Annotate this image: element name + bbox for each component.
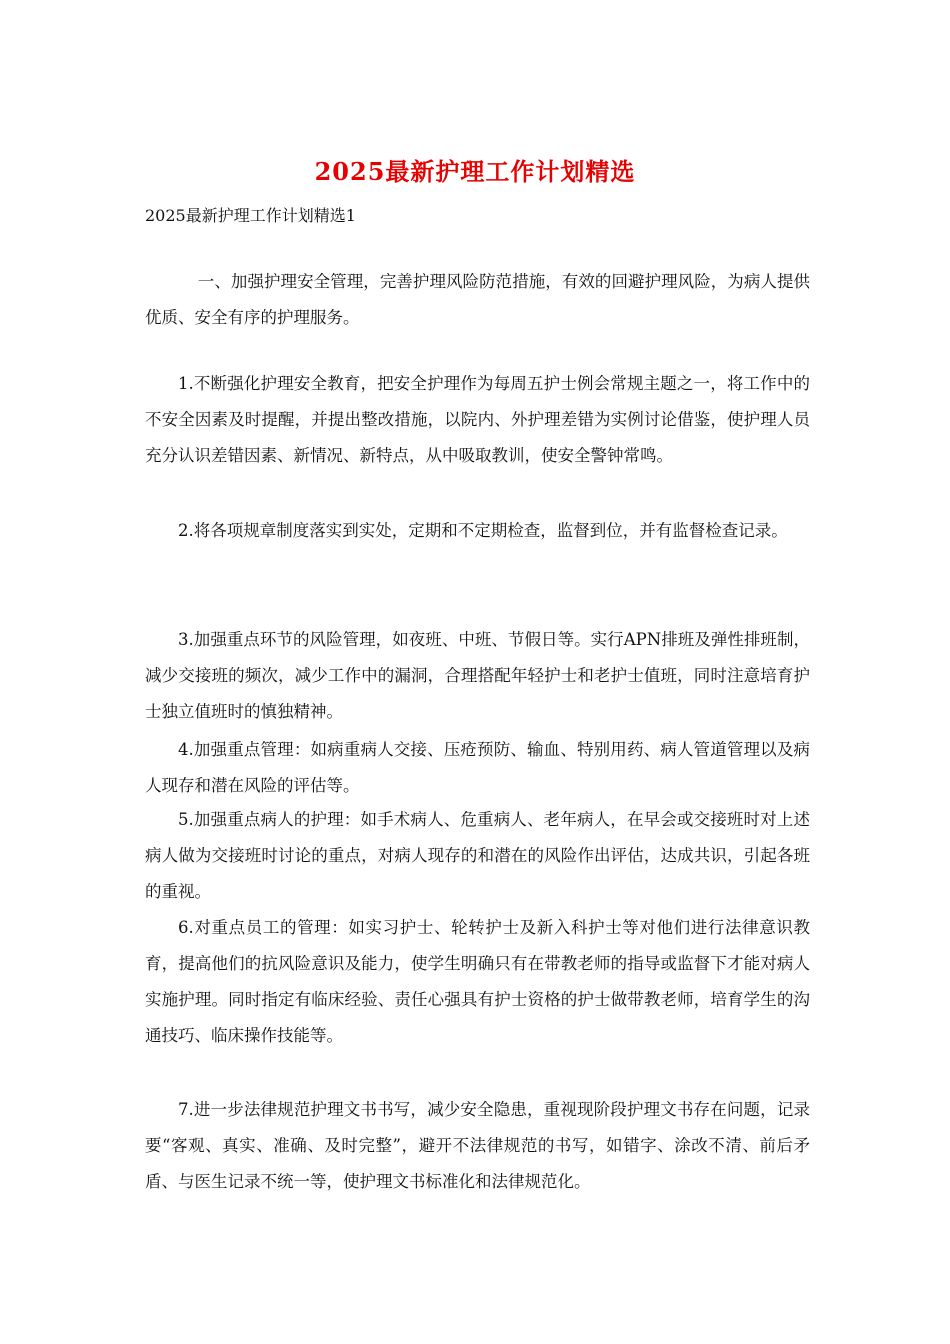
paragraph-item-7: 7.进一步法律规范护理文书书写，减少安全隐患，重视现阶段护理文书存在问题，记录要“客观、真实、准确、及时完整”，避开不法律规范的书写，如错字、涂改不清、前后矛盾、与医生记录不统一等，使护理文书标准化和法律规范化。 <box>145 1100 810 1191</box>
paragraph-item-2: 2.将各项规章制度落实到实处，定期和不定期检查，监督到位，并有监督检查记录。 <box>178 521 788 540</box>
paragraph-item-1: 1.不断强化护理安全教育，把安全护理作为每周五护士例会常规主题之一，将工作中的不安全因素及时提醒，并提出整改措施，以院内、外护理差错为实例讨论借鉴，使护理人员充分认识差错因素、新情况、新特点，从中吸取教训，使安全警钟常鸣。 <box>145 374 810 465</box>
paragraph-item-3: 3.加强重点环节的风险管理，如夜班、中班、节假日等。实行APN排班及弹性排班制，减少交接班的频次，减少工作中的漏洞，合理搭配年轻护士和老护士值班，同时注意培育护士独立值班时的慎独精神。 <box>145 630 810 721</box>
section-heading: 一、加强护理安全管理，完善护理风险防范措施，有效的回避护理风险，为病人提供优质、安全有序的护理服务。 <box>145 272 810 327</box>
paragraph-item-5: 5.加强重点病人的护理：如手术病人、危重病人、老年病人，在早会或交接班时对上述病人做为交接班时讨论的重点，对病人现存的和潜在的风险作出评估，达成共识，引起各班的重视。 <box>145 810 810 901</box>
document-title: 2025最新护理工作计划精选 <box>314 157 636 186</box>
document-subtitle: 2025最新护理工作计划精选1 <box>145 206 356 225</box>
paragraph-item-4: 4.加强重点管理：如病重病人交接、压疮预防、输血、特别用药、病人管道管理以及病人现存和潜在风险的评估等。 <box>145 740 810 795</box>
paragraph-item-6: 6.对重点员工的管理：如实习护士、轮转护士及新入科护士等对他们进行法律意识教育，提高他们的抗风险意识及能力，使学生明确只有在带教老师的指导或监督下才能对病人实施护理。同时指定有临床经验、责任心强具有护士资格的护士做带教老师，培育学生的沟通技巧、临床操作技能等。 <box>145 918 810 1045</box>
